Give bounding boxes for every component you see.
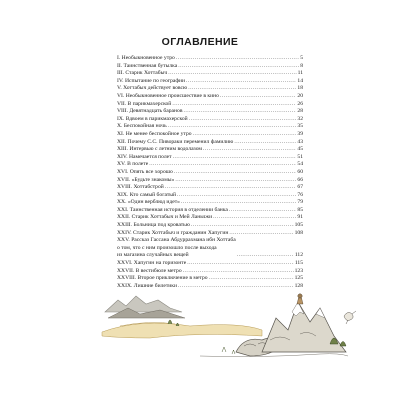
toc-entry-title: IX. Вдвоем в парикмахерской xyxy=(117,115,188,122)
toc-entry xyxy=(117,214,303,222)
dot-leader xyxy=(149,161,296,169)
toc-entry-title: XXIX. Лишние билетики xyxy=(117,282,178,289)
toc-entry-title: XIII. Интервью с летним водолазом xyxy=(117,146,202,153)
dot-leader xyxy=(176,55,299,63)
toc-entry-title: XV. В полете xyxy=(117,161,149,168)
dot-leader xyxy=(191,222,294,230)
toc-entry-page: 14 xyxy=(297,77,303,84)
toc-entry xyxy=(117,93,303,101)
toc-entry-title: XXI. Таинственная история в отделении банка xyxy=(117,206,228,213)
toc-entry xyxy=(117,222,303,230)
toc-entry xyxy=(117,55,303,63)
toc-entry-page: 5 xyxy=(300,55,303,61)
toc-entry-title: I. Необыкновенное утро xyxy=(117,55,175,61)
dot-leader xyxy=(168,70,296,78)
toc-entry-page: 66 xyxy=(297,176,303,183)
dot-leader xyxy=(183,108,296,116)
toc-entry xyxy=(117,108,303,116)
toc-entry-title: XVI. Опять все хорошо xyxy=(117,168,173,175)
toc-entry xyxy=(117,169,303,177)
toc-entry-title: XXIV. Старик Хоттабыч и гражданин Хапугин xyxy=(117,229,229,236)
toc-entry-title: X. Беспокойная ночь xyxy=(117,123,167,130)
toc-entry-title: II. Таинственная бутылка xyxy=(117,62,178,69)
toc-entry-page: 26 xyxy=(297,100,303,107)
dot-leader xyxy=(174,169,297,177)
toc-entry xyxy=(117,237,303,260)
toc-entry-title: XIX. Кто самый богатый xyxy=(117,191,177,198)
table-of-contents xyxy=(117,55,303,290)
toc-entry xyxy=(117,283,303,291)
toc-entry-title: XX. «Один верблюд идет» xyxy=(117,199,180,206)
toc-entry-title: XXVII. В вестибюле метро xyxy=(117,267,182,274)
toc-entry xyxy=(117,177,303,185)
toc-entry-page: 123 xyxy=(294,267,303,274)
toc-entry-page: 85 xyxy=(297,206,303,213)
dot-leader xyxy=(186,78,296,86)
toc-entry xyxy=(117,199,303,207)
toc-entry-page: 79 xyxy=(297,199,303,206)
dot-leader xyxy=(213,214,296,222)
dot-leader xyxy=(189,116,297,124)
toc-entry-title: XXII. Старик Хоттабыч и Мей Ланьчжи xyxy=(117,214,213,221)
toc-entry-page: 43 xyxy=(297,138,303,145)
toc-entry xyxy=(117,146,303,154)
dot-leader xyxy=(237,252,294,260)
toc-entry-title: XI. Не менее беспокойное утро xyxy=(117,130,192,137)
toc-entry xyxy=(117,184,303,192)
dot-leader xyxy=(178,63,299,71)
toc-entry-title: VII. В парикмахерской xyxy=(117,100,172,107)
toc-entry-title-line: из магазина случайных вещей xyxy=(117,252,189,259)
toc-entry xyxy=(117,131,303,139)
toc-entry-title: VIII. Девятнадцать баранов xyxy=(117,108,183,115)
dot-leader xyxy=(183,268,294,276)
dot-leader xyxy=(203,146,296,154)
toc-entry-page: 76 xyxy=(297,191,303,198)
toc-entry-page: 60 xyxy=(297,168,303,175)
toc-entry-page: 39 xyxy=(297,130,303,137)
toc-entry-title: III. Старик Хоттабыч xyxy=(117,70,168,77)
dot-leader xyxy=(220,93,296,101)
toc-entry-title-line: о том, что с ним произошло после выхода xyxy=(117,244,217,251)
dot-leader xyxy=(168,123,297,131)
dot-leader xyxy=(229,207,297,215)
toc-entry xyxy=(117,260,303,268)
dot-leader xyxy=(173,154,297,162)
toc-entry-title: VI. Необыкновенное происшествие в кино xyxy=(117,92,219,99)
dot-leader xyxy=(177,192,296,200)
toc-entry-page: 35 xyxy=(297,123,303,130)
toc-entry xyxy=(117,123,303,131)
toc-entry-page: 32 xyxy=(297,115,303,122)
toc-entry xyxy=(117,154,303,162)
toc-entry-title: XXVI. Хапугин на горизонте xyxy=(117,260,187,267)
toc-entry-title xyxy=(117,237,236,260)
toc-entry xyxy=(117,268,303,276)
toc-entry-page: 125 xyxy=(294,275,303,282)
toc-entry-page: 128 xyxy=(294,282,303,289)
dot-leader xyxy=(165,184,297,192)
toc-entry-title: XVIII. Хоттабстрой xyxy=(117,184,164,191)
toc-entry-page: 18 xyxy=(297,85,303,92)
toc-entry-title-line: XXV. Рассказ Гассана Абдуррахмана ибн Хоттаба xyxy=(117,237,236,244)
toc-entry-page: 115 xyxy=(294,260,303,267)
toc-entry-page: 11 xyxy=(297,70,303,77)
toc-entry-page: 108 xyxy=(294,229,303,236)
toc-entry-title: V. Хоттабыч действует вовсю xyxy=(117,85,188,92)
dot-leader xyxy=(209,275,294,283)
toc-entry-page: 54 xyxy=(297,161,303,168)
toc-entry-page: 8 xyxy=(300,62,303,69)
dot-leader xyxy=(187,260,294,268)
toc-entry-page: 51 xyxy=(297,153,303,160)
toc-entry xyxy=(117,85,303,93)
toc-entry-page: 105 xyxy=(294,222,303,229)
toc-entry-page: 20 xyxy=(297,92,303,99)
dot-leader xyxy=(175,177,296,185)
toc-entry-title: XIV. Намечается полет xyxy=(117,153,172,160)
toc-entry xyxy=(117,139,303,147)
dot-leader xyxy=(178,283,294,291)
dot-leader xyxy=(188,85,296,93)
toc-entry xyxy=(117,70,303,78)
toc-entry-page: 28 xyxy=(297,108,303,115)
dot-leader xyxy=(193,131,297,139)
toc-entry xyxy=(117,275,303,283)
toc-entry-title: XVII. «Будьте знакомы» xyxy=(117,176,175,183)
toc-entry-title: XXVIII. Второе приключение в метро xyxy=(117,275,208,282)
toc-entry-title: XXIII. Больница под кроватью xyxy=(117,222,190,229)
dot-leader xyxy=(172,101,296,109)
toc-entry-page: 112 xyxy=(294,252,303,259)
toc-entry-title: XII. Почему С.С. Пивораки переменил фамилию xyxy=(117,138,234,145)
toc-entry-page: 67 xyxy=(297,184,303,191)
toc-entry-page: 45 xyxy=(297,146,303,153)
dot-leader xyxy=(229,230,293,238)
page-title: ОГЛАВЛЕНИЕ xyxy=(161,36,239,48)
toc-entry xyxy=(117,161,303,169)
toc-entry-title: IV. Испытание по географии xyxy=(117,77,185,84)
dot-leader xyxy=(181,199,296,207)
toc-entry-page: 91 xyxy=(297,214,303,221)
dot-leader xyxy=(234,139,296,147)
